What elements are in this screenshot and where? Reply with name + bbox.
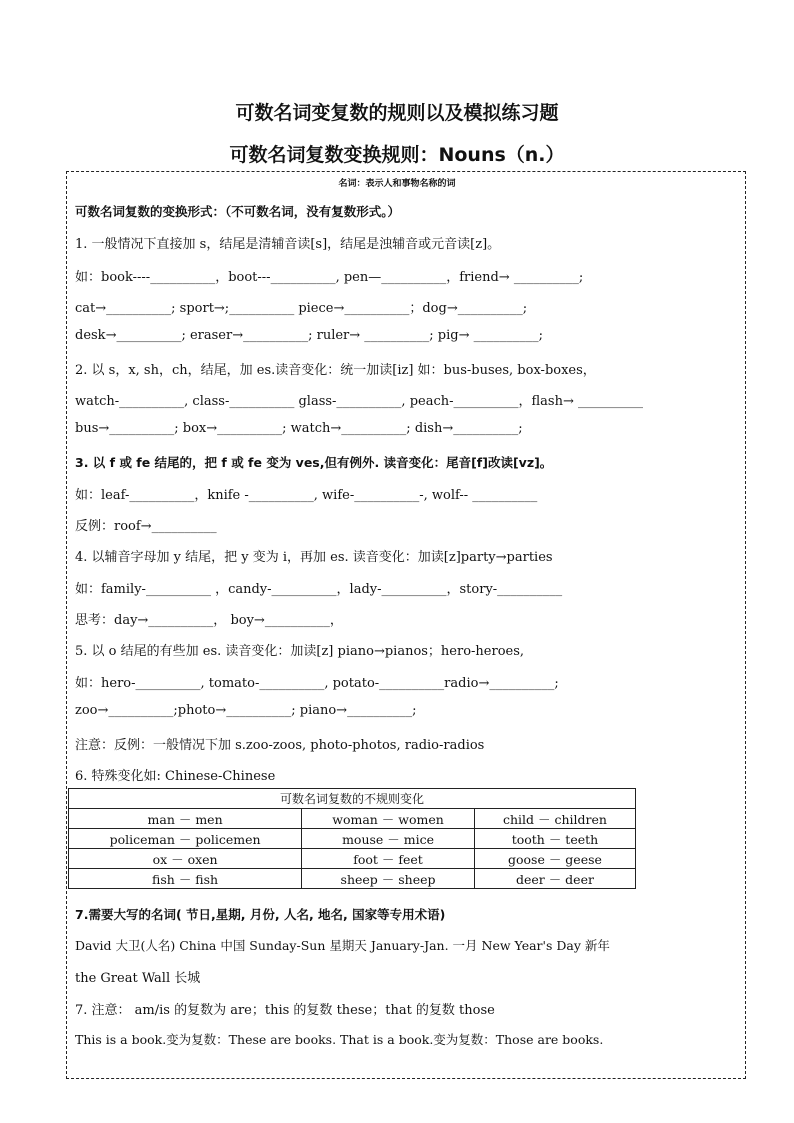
rule7-example-2: the Great Wall 长城 xyxy=(75,971,201,986)
table-cell: ox － oxen xyxy=(69,849,302,869)
table-cell: tooth － teeth xyxy=(474,829,635,849)
table-row xyxy=(69,849,636,869)
table-cell: fish － fish xyxy=(69,869,302,889)
table-cell: woman － women xyxy=(302,809,475,829)
rule5-note: 注意：反例：一般情况下加 s.zoo-zoos, photo-photos, radio-radios xyxy=(75,738,485,753)
rule1-example-2: cat→__________; sport→;__________ piece→__________；dog→__________; xyxy=(75,301,528,316)
rule5-example-1: 如：hero-__________, tomato-__________, potato-__________radio→__________; xyxy=(75,676,559,691)
rule3-heading: 3. 以 f 或 fe 结尾的，把 f 或 fe 变为 ves,但有例外. 读音变化：尾音[f]改读[vz]。 xyxy=(75,455,553,470)
rule5-heading: 5. 以 o 结尾的有些加 es. 读音变化：加读[z] piano→pianos；hero-heroes, xyxy=(75,644,525,659)
table-cell: sheep － sheep xyxy=(302,869,475,889)
rule1-heading: 1. 一般情况下直接加 s，结尾是清辅音读[s]，结尾是浊辅音或元音读[z]。 xyxy=(75,237,501,252)
rule2-example-2: bus→__________; box→__________; watch→__________; dish→__________; xyxy=(75,421,523,436)
table-cell: child － children xyxy=(474,809,635,829)
table-cell: foot － feet xyxy=(302,849,475,869)
rule6-heading: 6. 特殊变化如: Chinese-Chinese xyxy=(75,769,276,784)
table-cell: policeman － policemen xyxy=(69,829,302,849)
rule5-example-2: zoo→__________;photo→__________; piano→__________; xyxy=(75,703,417,718)
rule7-heading: 7.需要大写的名词( 节日,星期, 月份, 人名, 地名, 国家等专用术语) xyxy=(75,907,446,922)
rule2-heading: 2. 以 s，x, sh，ch，结尾，加 es.读音变化：统一加读[iz] 如：bus-buses, box-boxes， xyxy=(75,363,596,378)
definition-heading: 名词：表示人和事物名称的词 xyxy=(338,179,456,189)
forms-heading: 可数名词复数的变换形式：（不可数名词，没有复数形式。） xyxy=(75,204,401,219)
note7-heading: 7. 注意： am/is 的复数为 are；this 的复数 these；that 的复数 those xyxy=(75,1003,495,1018)
table-row xyxy=(69,869,636,889)
table-cell: mouse － mice xyxy=(302,829,475,849)
rule2-example-1: watch-__________, class-__________ glass-__________, peach-__________，flash→ __________ xyxy=(75,394,644,409)
table-cell: goose － geese xyxy=(474,849,635,869)
table-title: 可数名词复数的不规则变化 xyxy=(69,789,636,809)
page-subtitle: 可数名词复数变换规则：Nouns（n.） xyxy=(229,144,565,166)
note7-example: This is a book.变为复数：These are books. That is a book.变为复数：Those are books. xyxy=(75,1032,604,1047)
rule7-example-1: David 大卫(人名) China 中国 Sunday-Sun 星期天 January-Jan. 一月 New Year's Day 新年 xyxy=(75,938,610,953)
table-row xyxy=(69,829,636,849)
rule1-example-1: 如：book----__________，boot---__________, pen—__________，friend→ __________; xyxy=(75,270,584,285)
page-title: 可数名词变复数的规则以及模拟练习题 xyxy=(235,102,559,124)
table-cell: deer － deer xyxy=(474,869,635,889)
rule1-example-3: desk→__________; eraser→__________; ruler→ __________; pig→ __________; xyxy=(75,328,544,343)
rule3-example-1: 如：leaf-__________，knife -__________, wife-__________-, wolf-- __________ xyxy=(75,488,538,503)
rule4-heading: 4. 以辅音字母加 y 结尾，把 y 变为 i，再加 es. 读音变化：加读[z]party→parties xyxy=(75,550,553,565)
table-cell: man － men xyxy=(69,809,302,829)
table-row xyxy=(69,809,636,829)
rule4-example-1: 如：family-__________ ，candy-__________，lady-__________，story-__________ xyxy=(75,582,563,597)
rule4-example-2: 思考：day→__________， boy→__________， xyxy=(75,613,343,628)
irregular-plurals-table xyxy=(68,788,636,889)
rule3-example-2: 反例：roof→__________ xyxy=(75,519,217,534)
